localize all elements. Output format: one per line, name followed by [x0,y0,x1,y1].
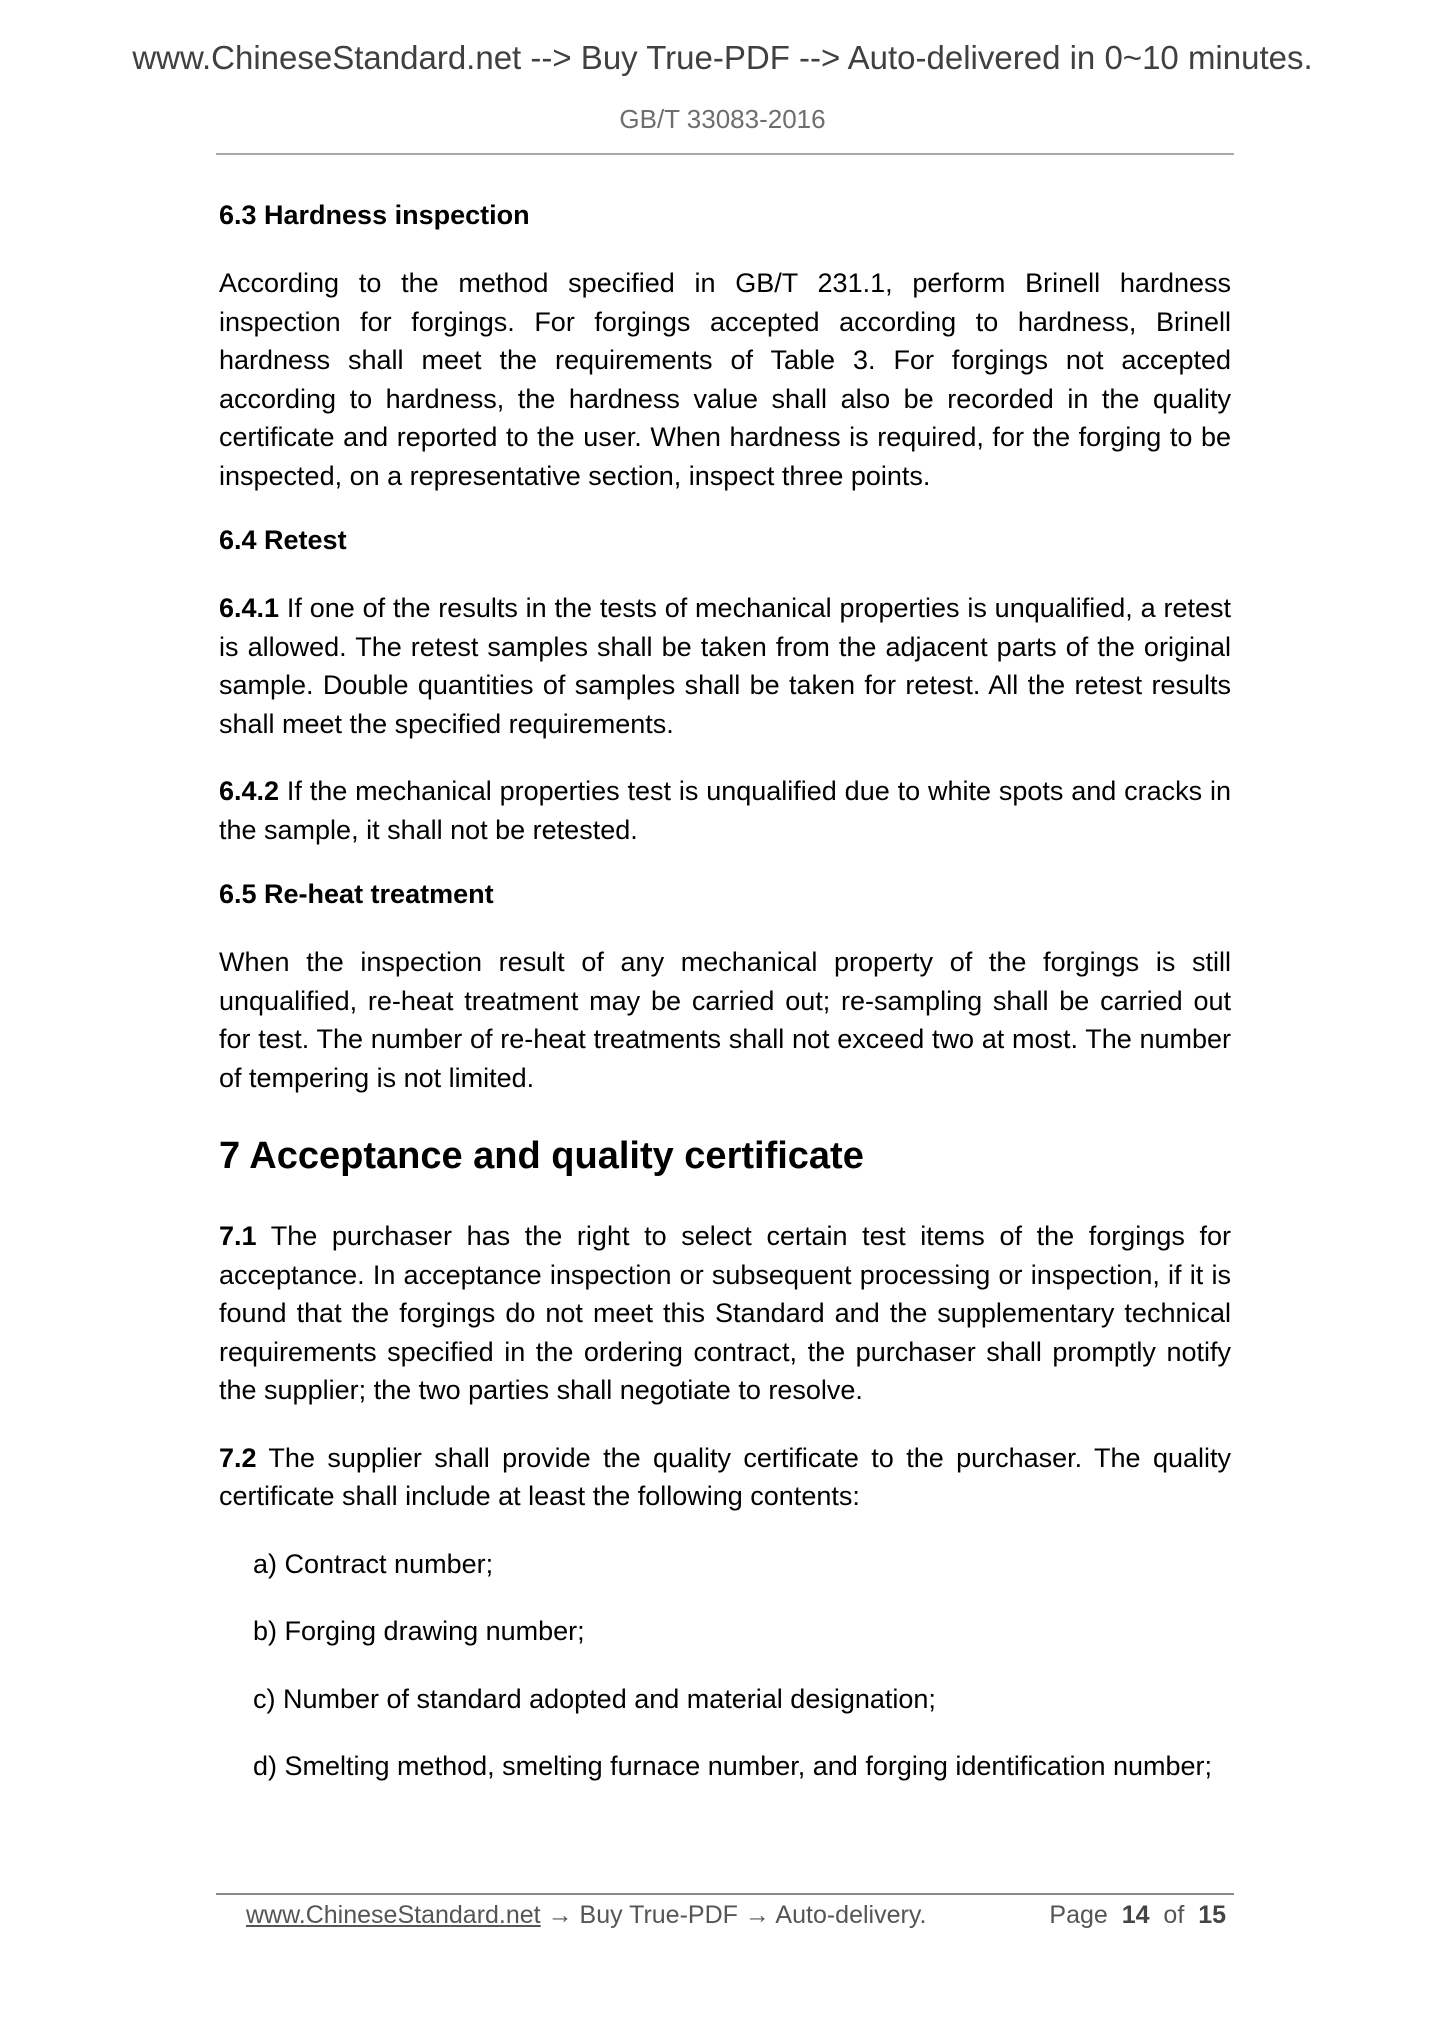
header-divider [216,153,1234,155]
list-item-d: d) Smelting method, smelting furnace number, and forging identification number; [253,1751,1213,1781]
clause-text: If one of the results in the tests of mechanical properties is unqualified, a retest is allowed. The retest samples shall be taken from the adjacent parts of the original sample. Double quantities of samples shall be taken for retest. All the retest results shall meet the specified requirements. [219,593,1231,739]
list-item-c: c) Number of standard adopted and material designation; [253,1683,936,1714]
page-indicator [1049,1898,1226,1932]
list-item-a: a) Contract number; [253,1548,494,1579]
clause-number: 6.4.2 [219,776,280,806]
page-total: 15 [1198,1901,1226,1929]
header-banner: www.ChineseStandard.net --> Buy True-PDF --> Auto-delivered in 0~10 minutes. [132,39,1313,76]
footer-divider [216,1893,1234,1895]
clause-number: 7.1 [219,1221,257,1251]
arrow-right-icon: → [540,1901,580,1929]
heading-6-3: 6.3 Hardness inspection [219,200,530,230]
buy-text: Buy True-PDF [579,1901,738,1929]
clause-text: If the mechanical properties test is unqualified due to white spots and cracks in the sample, it shall not be retested. [219,776,1231,845]
delivery-text: Auto-delivery. [775,1901,927,1929]
paragraph-6-3: According to the method specified in GB/T 231.1, perform Brinell hardness inspection for forgings. For forgings accepted according to hardness, Brinell hardness shall meet the requirements of Table 3. For forgings not accepted according to hardness, the hardness value shall also be recorded in the quality certificate and reported to the user. When hardness is required, for the forging to be inspected, on a representative section, inspect three points. [219,268,1231,491]
paragraph-6-5: When the inspection result of any mechanical property of the forgings is still unqualified, re-heat treatment may be carried out; re-sampling shall be carried out for test. The number of re-heat treatments shall not exceed two at most. The number of tempering is not limited. [219,947,1231,1093]
list-item-b: b) Forging drawing number; [253,1616,585,1646]
document-body [219,196,1231,1786]
website-link[interactable]: www.ChineseStandard.net [246,1901,541,1929]
clause-text: The supplier shall provide the quality certificate to the purchaser. The quality certificate shall include at least the following contents: [219,1442,1231,1511]
standard-number: GB/T 33083-2016 [619,104,826,134]
paragraph-6-4-2 [219,772,1231,849]
page-current: 14 [1121,1901,1150,1929]
page-of: of [1163,1901,1185,1929]
clause-number: 7.2 [219,1442,257,1473]
paragraph-7-1 [219,1217,1231,1410]
arrow-right-icon: → [737,1901,776,1929]
heading-6-4: 6.4 Retest [219,525,347,555]
clause-number: 6.4.1 [219,593,280,623]
clause-text: The purchaser has the right to select certain test items of the forgings for acceptance. In acceptance inspection or subsequent processing or inspection, if it is found that the forgings do not meet this Standard and the supplementary technical requirements specified in the ordering contract, the purchaser shall promptly notify the supplier; the two parties shall negotiate to resolve. [219,1221,1231,1405]
heading-7: 7 Acceptance and quality certificate [219,1135,864,1177]
paragraph-7-2 [219,1439,1231,1516]
page-label: Page [1049,1901,1108,1929]
heading-6-5: 6.5 Re-heat treatment [219,879,494,909]
page-footer [246,1898,1226,1932]
paragraph-6-4-1 [219,589,1231,743]
